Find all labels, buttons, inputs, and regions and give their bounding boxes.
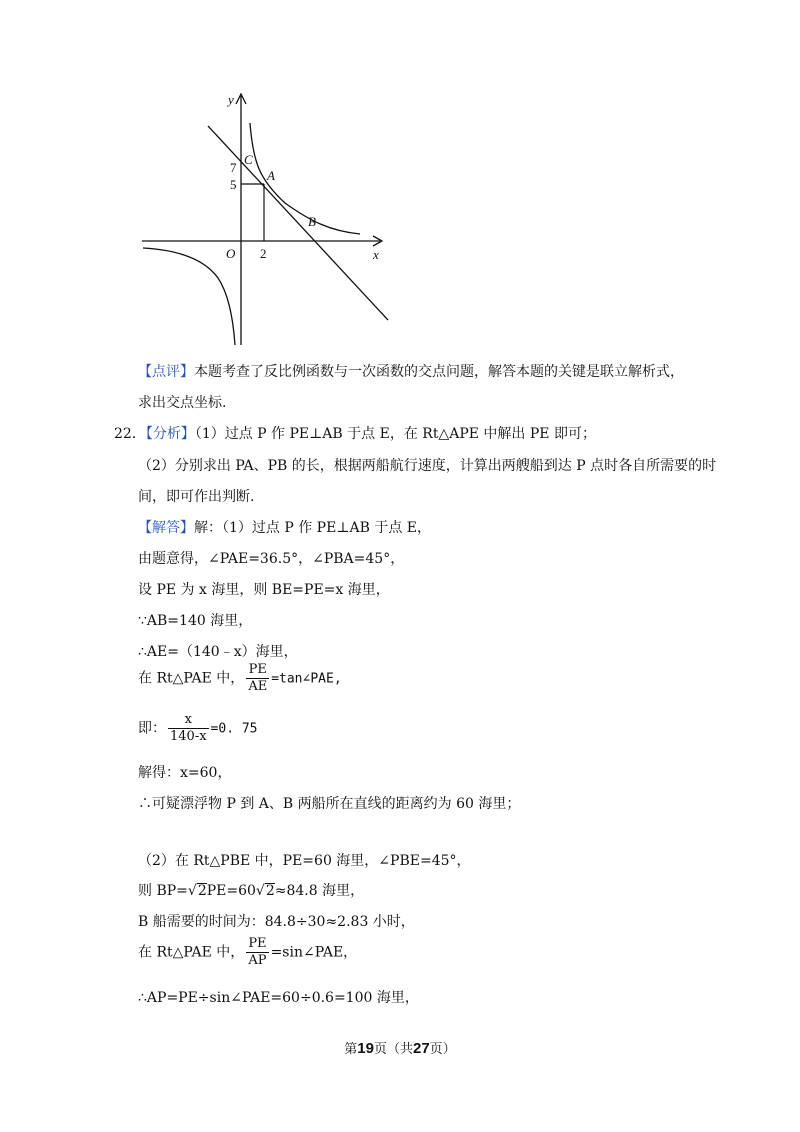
dianping-tag: 【点评】 [138, 364, 194, 380]
dianping-line-2: 求出交点坐标. [138, 395, 227, 411]
fraction-denominator: AP [248, 953, 267, 968]
tick-label-2: 2 [260, 246, 267, 261]
tan-suffix: =tan∠PAE, [271, 671, 342, 687]
fraction-pe-ap [246, 936, 268, 969]
fraction-denominator: AE [248, 679, 268, 694]
solution-line-tan [138, 662, 342, 695]
fraction-numerator: PE [248, 936, 267, 951]
fraction-x-140 [168, 712, 209, 745]
sqrt-sign: √ [255, 883, 265, 899]
bp-c: ≈84.8 海里， [274, 883, 365, 899]
sin-suffix: =sin∠PAE， [270, 944, 358, 961]
tick-label-7: 7 [230, 160, 237, 175]
equation-suffix: =0. 75 [210, 721, 258, 737]
part2-line-1: （2）在 Rt△PBE 中，PE=60 海里，∠PBE=45°， [138, 853, 471, 869]
part2-line-time: B 船需要的时间为：84.8÷30≈2.83 小时， [138, 914, 415, 930]
dianping-text-1: 本题考查了反比例函数与一次函数的交点问题，解答本题的关键是联立解析式， [194, 364, 684, 380]
tick-label-5: 5 [230, 177, 237, 192]
fenxi-tag: 【分析】 [145, 426, 195, 442]
fenxi-text-2: （2）分别求出 PA、PB 的长，根据两船航行速度，计算出两艘船到达 P 点时各自所需要的时 [138, 458, 717, 474]
label-B: B [308, 214, 316, 229]
part2-line-sin [138, 936, 357, 969]
function-graph-figure [140, 88, 400, 350]
solution-line-ae: ∴AE=（140﹣x）海里， [138, 644, 298, 660]
sin-prefix: 在 Rt△PAE 中， [138, 944, 245, 961]
fenxi-text-1: （1）过点 P 作 PE⊥AB 于点 E，在 Rt△APE 中解出 PE 即可； [194, 426, 596, 442]
label-y: y [228, 92, 234, 107]
solution-line-ab: ∵AB=140 海里， [138, 613, 253, 629]
bp-b: PE=60 [206, 883, 256, 899]
dianping-line-1 [138, 361, 684, 381]
jieda-line-1 [138, 517, 431, 537]
footer-total-pages: 27 [413, 1040, 430, 1057]
label-O: O [226, 246, 236, 261]
equation-prefix: 即： [138, 720, 166, 737]
solution-line-let: 设 PE 为 x 海里，则 BE=PE=x 海里， [138, 582, 390, 598]
q22-fenxi-line-1 [114, 423, 596, 443]
solution-line-solve: 解得：x=60， [138, 765, 232, 781]
footer-pre: 第 [344, 1042, 358, 1057]
sqrt-sign: √ [187, 883, 197, 899]
linear-function-line [208, 126, 388, 320]
fraction-numerator: PE [246, 662, 269, 679]
solution-line-given: 由题意得，∠PAE=36.5°，∠PBA=45°， [138, 551, 405, 567]
solution-line-conclusion-1: ∴可疑漂浮物 P 到 A、B 两船所在直线的距离约为 60 海里； [138, 796, 521, 812]
bp-a: 则 BP= [138, 883, 188, 899]
footer-page-number: 19 [357, 1040, 374, 1057]
part2-line-bp [138, 880, 364, 900]
label-x: x [373, 247, 379, 262]
fraction-numerator: x [168, 712, 209, 729]
page-footer [0, 1038, 800, 1057]
fraction-denominator: 140-x [170, 729, 207, 744]
sqrt-radicand-2: 2 [265, 883, 275, 899]
fenxi-text-3: 间，即可作出判断. [138, 489, 255, 505]
jieda-tag: 【解答】 [138, 520, 194, 536]
fraction-pe-ae [246, 662, 269, 695]
solution-line-equation [138, 712, 258, 745]
part2-line-ap: ∴AP=PE÷sin∠PAE=60÷0.6=100 海里， [138, 990, 419, 1006]
footer-mid: 页（共 [373, 1042, 413, 1057]
sqrt-radicand-1: 2 [197, 883, 207, 899]
label-A: A [267, 168, 275, 183]
jieda-text-1: 解：（1）过点 P 作 PE⊥AB 于点 E， [194, 520, 432, 536]
tan-prefix: 在 Rt△PAE 中， [138, 670, 245, 687]
label-C: C [244, 152, 253, 167]
footer-post: 页） [429, 1042, 456, 1057]
question-number: 22． [114, 426, 146, 442]
hyperbola-branch-left [143, 248, 235, 345]
